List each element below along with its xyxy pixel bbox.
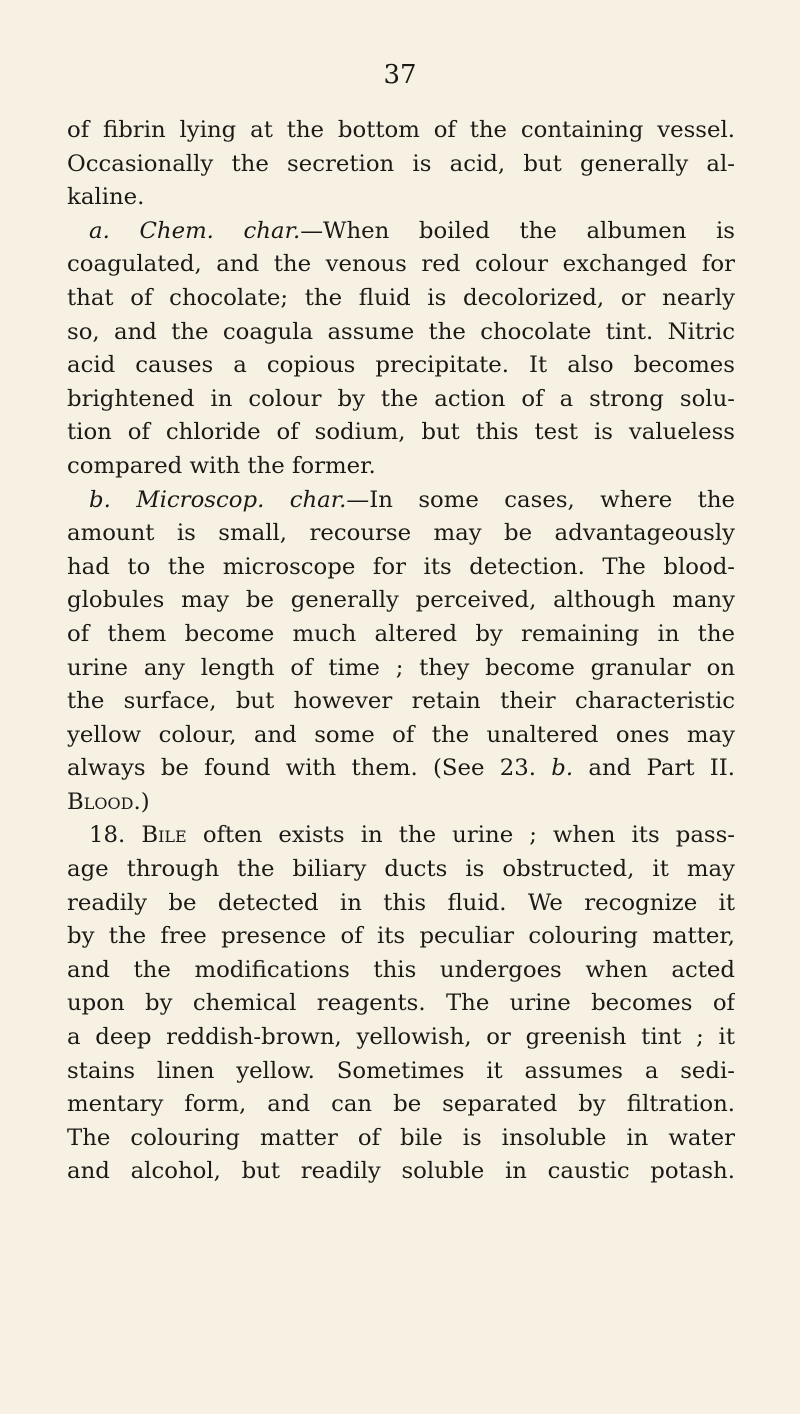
text-line: acid causes a copious precipitate. It also becomes [67,352,735,379]
text-line: readily be detected in this fluid. We recognize it [67,889,735,916]
subsection-label: b. [89,486,111,513]
text-line: and the modifications this undergoes when acted [67,956,735,983]
text-line: stains linen yellow. Sometimes it assumes a sedi- [67,1057,735,1084]
text-line [67,752,735,786]
text-line: brightened in colour by the action of a strong solu- [67,385,735,412]
text-run: and Part II. [588,755,735,782]
subsection-title: Chem. char. [139,217,301,244]
text-line: coagulated, and the venous red colour exchanged for [67,251,735,278]
text-line: mentary form, and can be separated by filtration. [67,1091,735,1118]
text-line: and alcohol, but readily soluble in caustic potash. [67,1158,735,1185]
section-number: 18. [89,822,126,849]
text-line: urine any length of time ; they become granular on [67,654,735,681]
text-line: that of chocolate; the fluid is decolorized, or nearly [67,284,735,311]
section-18-heading [67,819,735,853]
text-run: —In some cases, where the [346,486,735,513]
cross-reference-title: Blood [67,788,134,815]
subsection-a-heading [67,215,735,249]
text-run: .) [133,788,150,815]
text-line: by the free presence of its peculiar colouring matter, [67,923,735,950]
body-text [67,114,735,1189]
text-line: Occasionally the secretion is acid, but generally al- [67,150,735,177]
text-line: tion of chloride of sodium, but this test is valueless [67,419,735,446]
text-line [67,786,735,820]
text-run: —When boiled the albumen is [300,217,735,244]
cross-reference: b. [551,755,574,782]
text-line: kaline. [67,184,145,211]
text-run: always be found with them. (See 23. [67,755,536,782]
text-line: The colouring matter of bile is insoluble in water [67,1124,735,1151]
page-number: 37 [383,60,417,90]
text-run: often exists in the urine ; when its pass- [202,822,735,849]
subsection-label: a. [89,217,110,244]
subsection-title: Microscop. char. [136,486,347,513]
text-line: of fibrin lying at the bottom of the containing vessel. [67,117,735,143]
text-line: upon by chemical reagents. The urine becomes of [67,990,735,1017]
text-line: of them become much altered by remaining in the [67,620,735,647]
subsection-b-heading [67,484,735,518]
text-line: age through the biliary ducts is obstructed, it may [67,856,735,883]
text-line: yellow colour, and some of the unaltered ones may [67,721,735,748]
section-title: Bile [141,822,187,849]
text-line: a deep reddish-brown, yellowish, or greenish tint ; it [67,1024,735,1051]
text-line: the surface, but however retain their characteristic [67,688,735,715]
text-line: had to the microscope for its detection. The blood- [67,553,735,580]
text-line: globules may be generally perceived, although many [67,587,735,614]
text-line: amount is small, recourse may be advantageously [67,520,735,547]
text-line: compared with the former. [67,452,376,479]
text-line: so, and the coagula assume the chocolate tint. Nitric [67,318,735,345]
